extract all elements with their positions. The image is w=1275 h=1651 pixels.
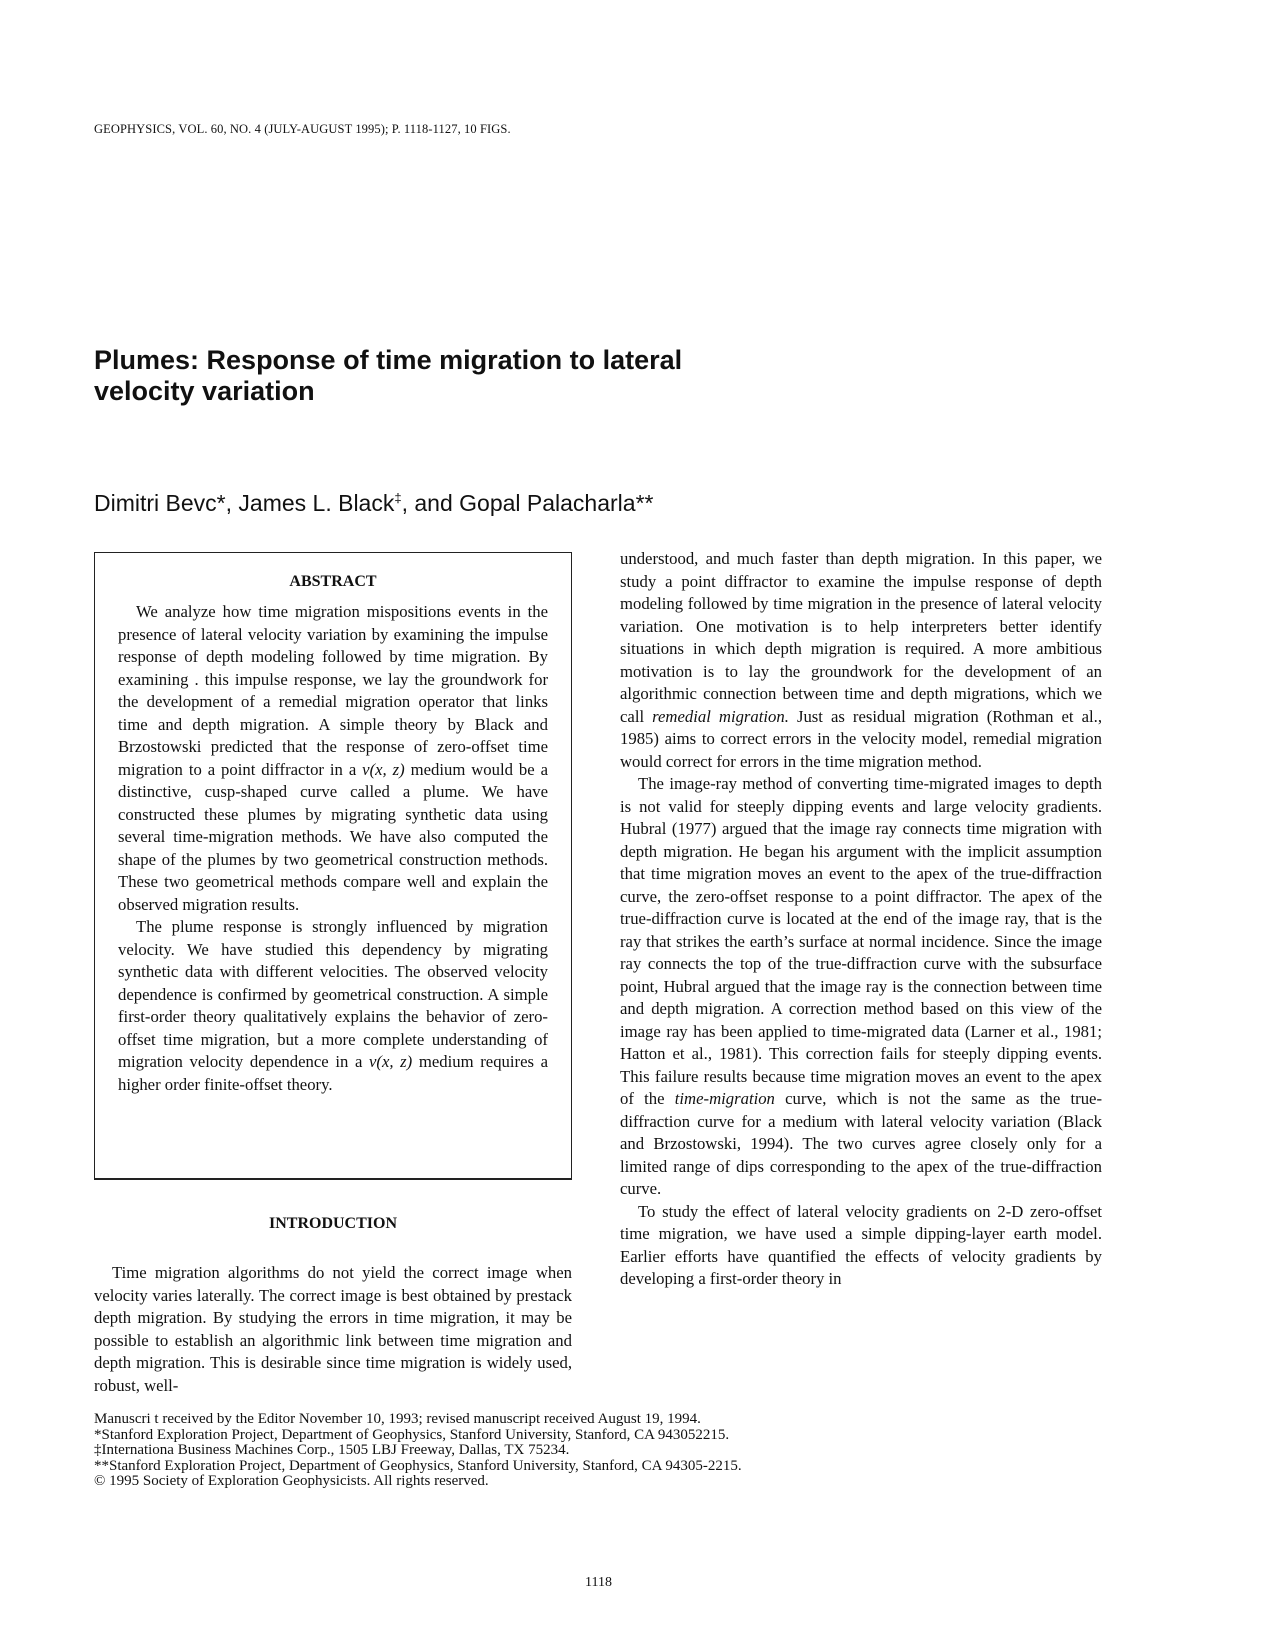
author-1: Dimitri Bevc*,: [94, 490, 239, 516]
abstract-heading: ABSTRACT: [289, 573, 377, 590]
journal-header: GEOPHYSICS, VOL. 60, NO. 4 (JULY-AUGUST 1995); P. 1118-1127, 10 FIGS.: [94, 122, 511, 136]
emphasis-remedial-migration: remedial migration.: [652, 706, 789, 726]
right-paragraph-2: The image-ray method of converting time-migrated images to depth is not valid for steeply dipping events and large velocity gradients. Hubral (1977) argued that the image ray connects time migration with depth migration. He began his argument with the implicit assumption that time migration moves an event to the apex of the true-diffraction curve, the zero-offset response to a point diffractor. The apex of the true-diffraction curve is located at the end of the image ray, that is the ray that strikes the earth’s surface at normal incidence. Since the image ray connects the top of the true-diffraction curve with the subsurface point, Hubral argued that the image ray is the connection between time and depth migration. A correction method based on this view of the image ray has been applied to time-migrated data (Larner et al., 1981; Hatton et al., 1981). This correction fails for steeply dipping events. This failure results because time migration moves an event to the apex of the time-migration curve, which is not the same as the true-diffraction curve for a medium with lateral velocity variation (Black and Brzostowski, 1994). The two curves agree closely only for a limited range of dips corresponding to the apex of the true-diffraction curve.: [620, 774, 1102, 1198]
title-line-1: Plumes: Response of time migration to lateral: [94, 345, 683, 375]
paper-title: [94, 345, 794, 407]
abstract-paragraph-1: We analyze how time migration mispositions events in the presence of lateral velocity variation by examining the impulse response of depth modeling followed by time migration. By examining . this impulse response, we lay the groundwork for the development of a remedial migration operator that links time and depth migration. A simple theory by Black and Brzostowski predicted that the response of zero-offset time migration to a point diffractor in a v(x, z) medium would be a distinctive, cusp-shaped curve called a plume. We have constructed these plumes by migrating synthetic data using several time-migration methods. We have also computed the shape of the plumes by two geometrical construction methods. These two geometrical methods compare well and explain the observed migration results.: [118, 602, 548, 914]
author-3: , and Gopal Palacharla**: [401, 490, 654, 516]
right-paragraph-3: To study the effect of lateral velocity gradients on 2-D zero-offset time migration, we have used a simple dipping-layer earth model. Earlier efforts have quantified the effects of velocity gradients by developing a first-order theory in: [620, 1201, 1102, 1288]
footnote-affiliation-2: ‡Internationa Business Machines Corp., 1505 LBJ Freeway, Dallas, TX 75234.: [94, 1442, 570, 1458]
footnote-manuscript: Manuscri t received by the Editor November 10, 1993; revised manuscript received August 19, 1994.: [94, 1411, 701, 1427]
author-list: [94, 490, 653, 517]
right-paragraph-1: understood, and much faster than depth migration. In this paper, we study a point diffractor to examine the impulse response of depth modeling followed by time migration in the presence of lateral velocity variation. One motivation is to help interpreters better identify situations in which depth migration is required. A more ambitious motivation is to lay the groundwork for the development of an algorithmic connection between time and depth migrations, which we call remedial migration. Just as residual migration (Rothman et al., 1985) aims to correct errors in the velocity model, remedial migration would correct for errors in the time migration method.: [620, 549, 1103, 771]
author-2: James L. Black: [238, 490, 395, 516]
title-line-2: velocity variation: [94, 376, 315, 406]
footnotes: [94, 1412, 1094, 1490]
introduction-paragraph-1: Time migration algorithms do not yield the correct image when velocity varies laterally. The correct image is best obtained by prestack depth migration. By studying the errors in time migration, it may be possible to establish an algorithmic link between time migration and depth migration. This is desirable since time migration is widely used, robust, well-: [94, 1263, 572, 1395]
emphasis-time-migration: time-migration: [674, 1089, 775, 1108]
footnote-affiliation-1: *Stanford Exploration Project, Department of Geophysics, Stanford University, Stanford, CA 943052215.: [94, 1426, 730, 1443]
page-number: 1118: [585, 1575, 612, 1590]
math-v-x-z: v(x, z): [369, 1052, 413, 1071]
abstract-paragraph-2: The plume response is strongly influenced by migration velocity. We have studied this dependency by migrating synthetic data with different velocities. The observed velocity dependence is confirmed by geometrical construction. A simple first-order theory qualitatively explains the behavior of zero-offset time migration, but a more complete understanding of migration velocity dependence in a v(x, z) medium requires a higher order finite-offset theory.: [118, 917, 549, 1094]
footnote-copyright: © 1995 Society of Exploration Geophysicists. All rights reserved.: [94, 1473, 489, 1489]
math-v-x-z: v(x, z): [362, 759, 405, 779]
abstract-box: [94, 552, 572, 1180]
author-2-mark: ‡: [394, 490, 402, 506]
introduction-heading: INTRODUCTION: [268, 1215, 397, 1232]
right-column: [620, 548, 1102, 1291]
footnote-affiliation-3: **Stanford Exploration Project, Department of Geophysics, Stanford University, Stanford, CA 94305-2215.: [94, 1457, 742, 1474]
